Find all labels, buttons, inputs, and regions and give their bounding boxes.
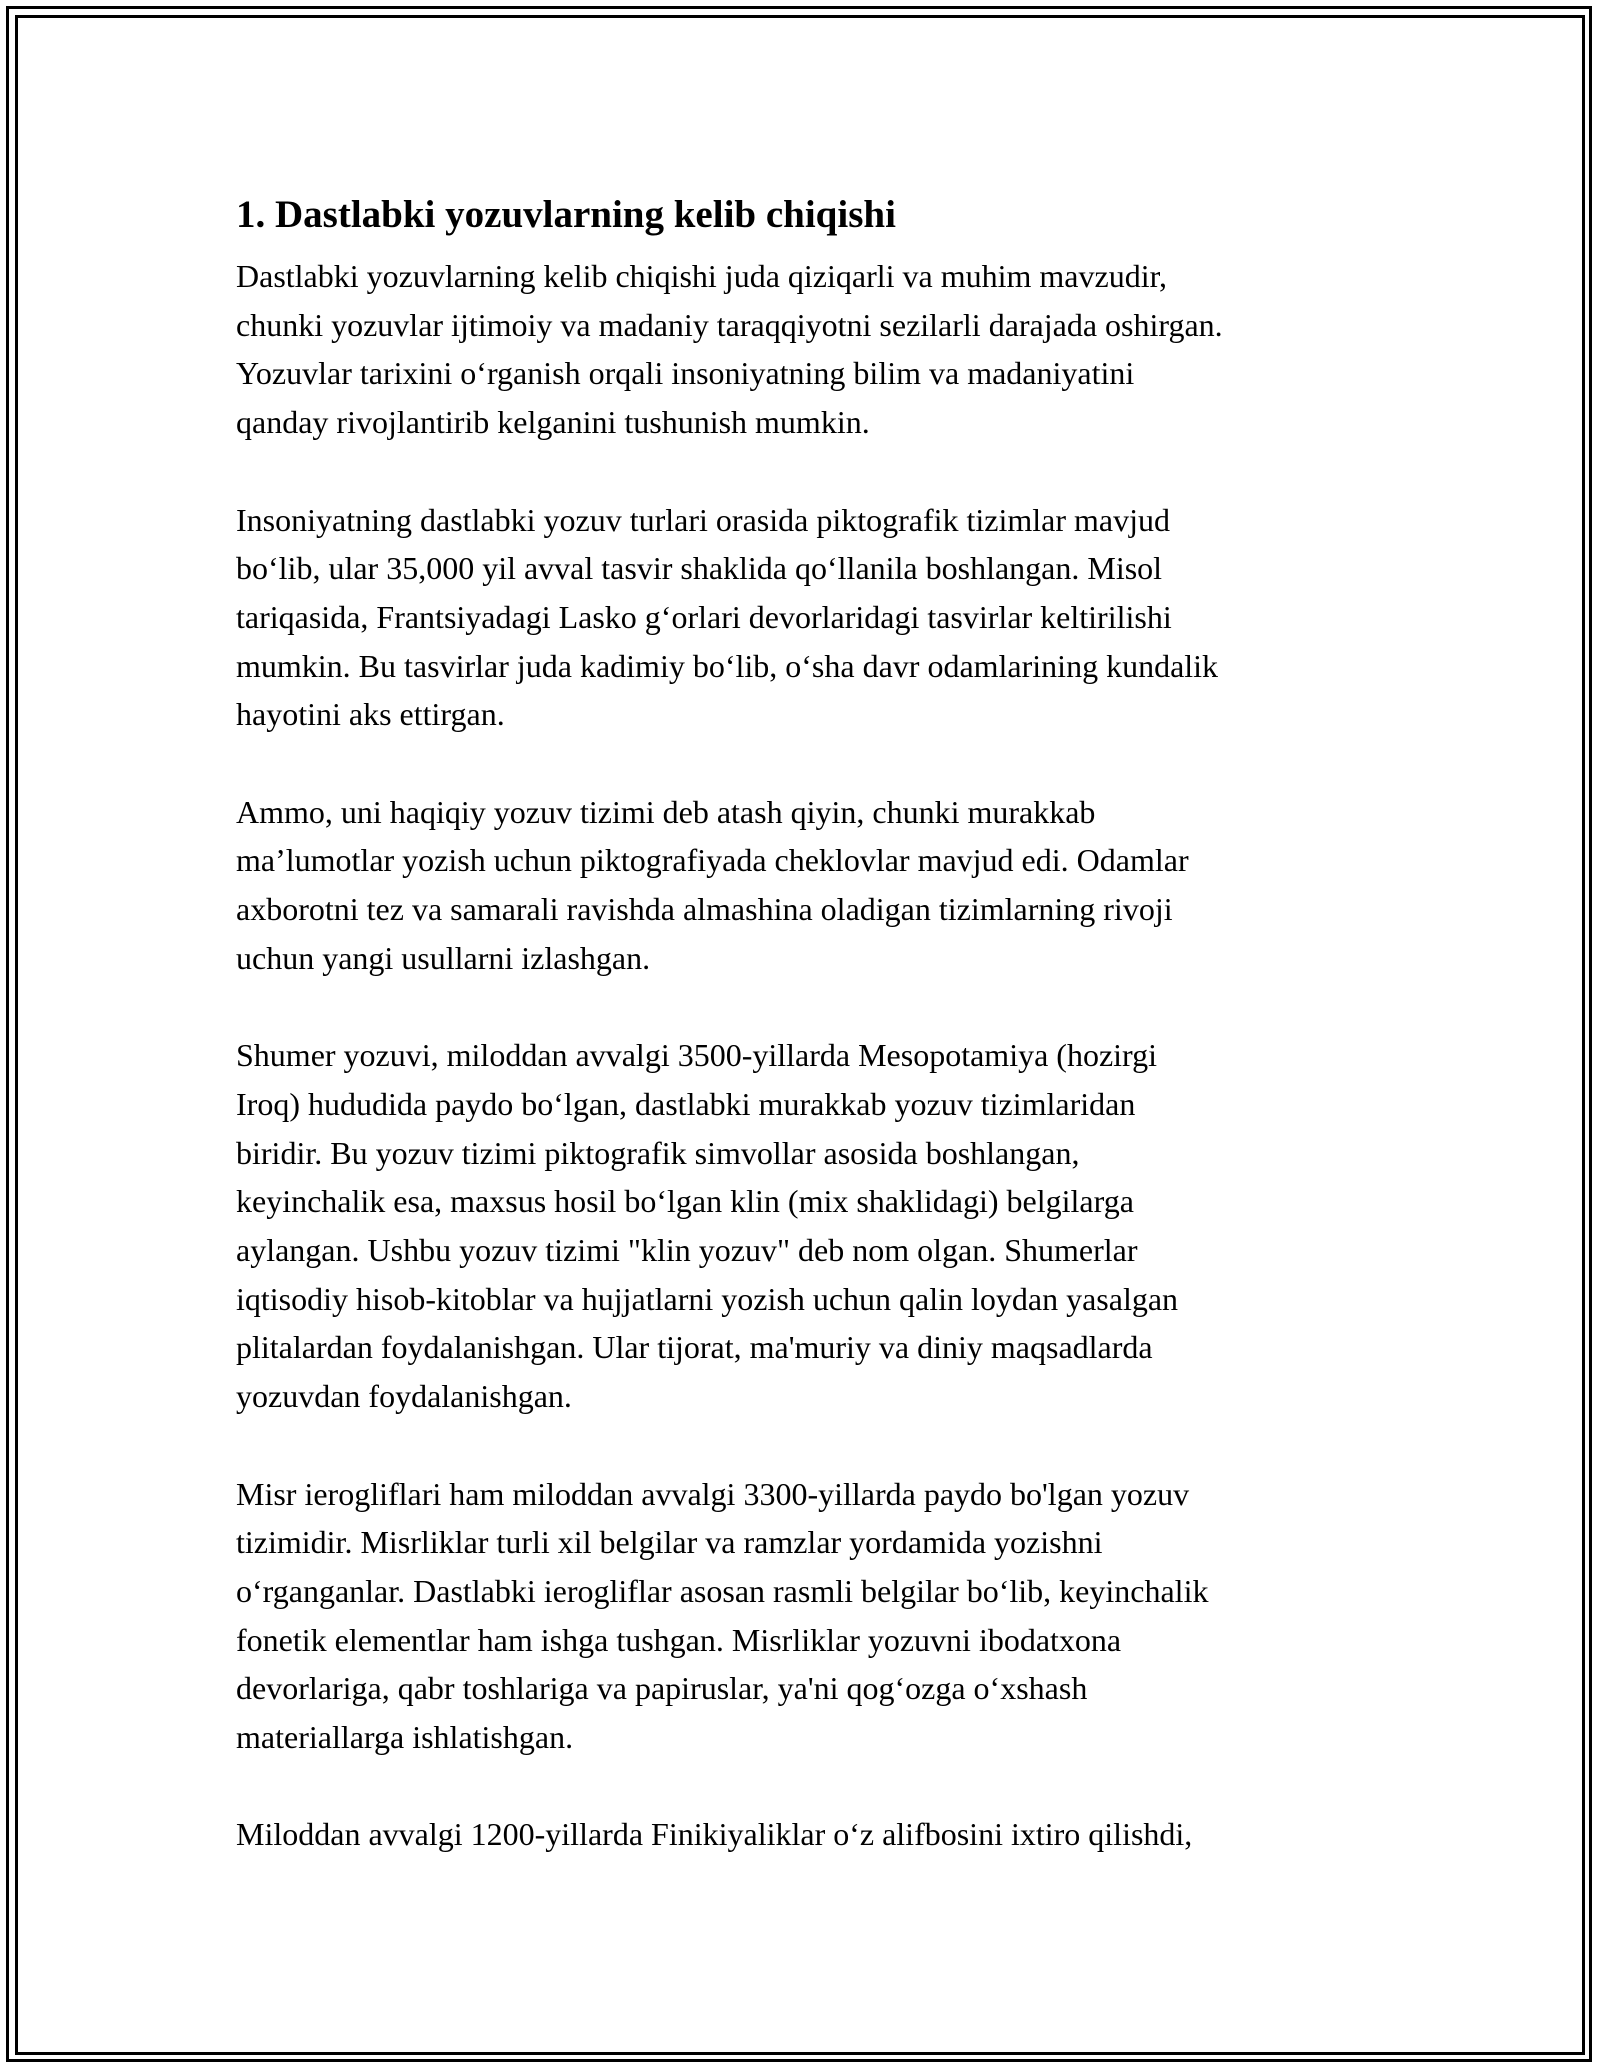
text-line: chunki yozuvlar ijtimoiy va madaniy taraqqiyotni sezilarli darajada oshirgan. [236, 306, 1223, 343]
text-line: yozuvdan foydalanishgan. [236, 1378, 572, 1415]
text-line: Shumer yozuvi, miloddan avvalgi 3500-yillarda Mesopotamiya (hozirgi [236, 1037, 1157, 1074]
paragraph-intro [236, 252, 1376, 447]
paragraph-phoenician [236, 1810, 1376, 1859]
text-line: Insoniyatning dastlabki yozuv turlari orasida piktografik tizimlar mavjud [236, 501, 1170, 538]
text-line: Iroq) hududida paydo bo‘lgan, dastlabki murakkab yozuv tizimlaridan [236, 1085, 1136, 1122]
text-line: Yozuvlar tarixini o‘rganish orqali insoniyatning bilim va madaniyatini [236, 355, 1135, 392]
text-line: materiallarga ishlatishgan. [236, 1719, 574, 1756]
text-line: tariqasida, Frantsiyadagi Lasko g‘orlari devorlaridagi tasvirlar keltirilishi [236, 598, 1172, 635]
paragraph-egyptian [236, 1470, 1376, 1762]
text-line: hayotini aks ettirgan. [236, 696, 505, 733]
text-line: Dastlabki yozuvlarning kelib chiqishi juda qiziqarli va muhim mavzudir, [236, 258, 1167, 294]
paragraph-sumerian [236, 1031, 1376, 1421]
text-line: plitalardan foydalanishgan. Ular tijorat, ma'muriy va diniy maqsadlarda [236, 1329, 1153, 1366]
text-line: Miloddan avvalgi 1200-yillarda Finikiyaliklar o‘z alifbosini ixtiro qilishdi, [236, 1816, 1193, 1853]
text-line: axborotni tez va samarali ravishda almashina oladigan tizimlarning rivoji [236, 891, 1173, 928]
text-line: keyinchalik esa, maxsus hosil bo‘lgan klin (mix shaklidagi) belgilarga [236, 1183, 1134, 1220]
text-line: ma’lumotlar yozish uchun piktografiyada cheklovlar mavjud edi. Odamlar [236, 842, 1189, 879]
paragraph-pictographic [236, 496, 1376, 740]
text-line: o‘rganganlar. Dastlabki ierogliflar asosan rasmli belgilar bo‘lib, keyinchalik [236, 1572, 1209, 1609]
text-line: aylangan. Ushbu yozuv tizimi "klin yozuv" deb nom olgan. Shumerlar [236, 1232, 1138, 1269]
text-line: devorlariga, qabr toshlariga va papiruslar, ya'ni qog‘ozga o‘xshash [236, 1670, 1088, 1707]
text-line: biridir. Bu yozuv tizimi piktografik simvollar asosida boshlangan, [236, 1134, 1080, 1171]
paragraph-limitations [236, 788, 1376, 983]
text-line: fonetik elementlar ham ishga tushgan. Misrliklar yozuvni ibodatxona [236, 1621, 1122, 1658]
text-line: Ammo, uni haqiqiy yozuv tizimi deb atash qiyin, chunki murakkab [236, 793, 1096, 830]
text-line: mumkin. Bu tasvirlar juda kadimiy bo‘lib, o‘sha davr odamlarining kundalik [236, 647, 1219, 684]
text-line: Misr ierogliflari ham miloddan avvalgi 3300-yillarda paydo bo'lgan yozuv [236, 1475, 1190, 1512]
text-line: uchun yangi usullarni izlashgan. [236, 939, 651, 976]
text-line: tizimidir. Misrliklar turli xil belgilar va ramzlar yordamida yozishni [236, 1524, 1103, 1561]
section-heading: 1. Dastlabki yozuvlarning kelib chiqishi [236, 193, 896, 236]
text-line: iqtisodiy hisob-kitoblar va hujjatlarni yozish uchun qalin loydan yasalgan [236, 1280, 1179, 1317]
text-line: qanday rivojlantirib kelganini tushunish mumkin. [236, 404, 870, 441]
text-line: bo‘lib, ular 35,000 yil avval tasvir shaklida qo‘llanila boshlangan. Misol [236, 550, 1163, 587]
document-body [236, 186, 1376, 1908]
